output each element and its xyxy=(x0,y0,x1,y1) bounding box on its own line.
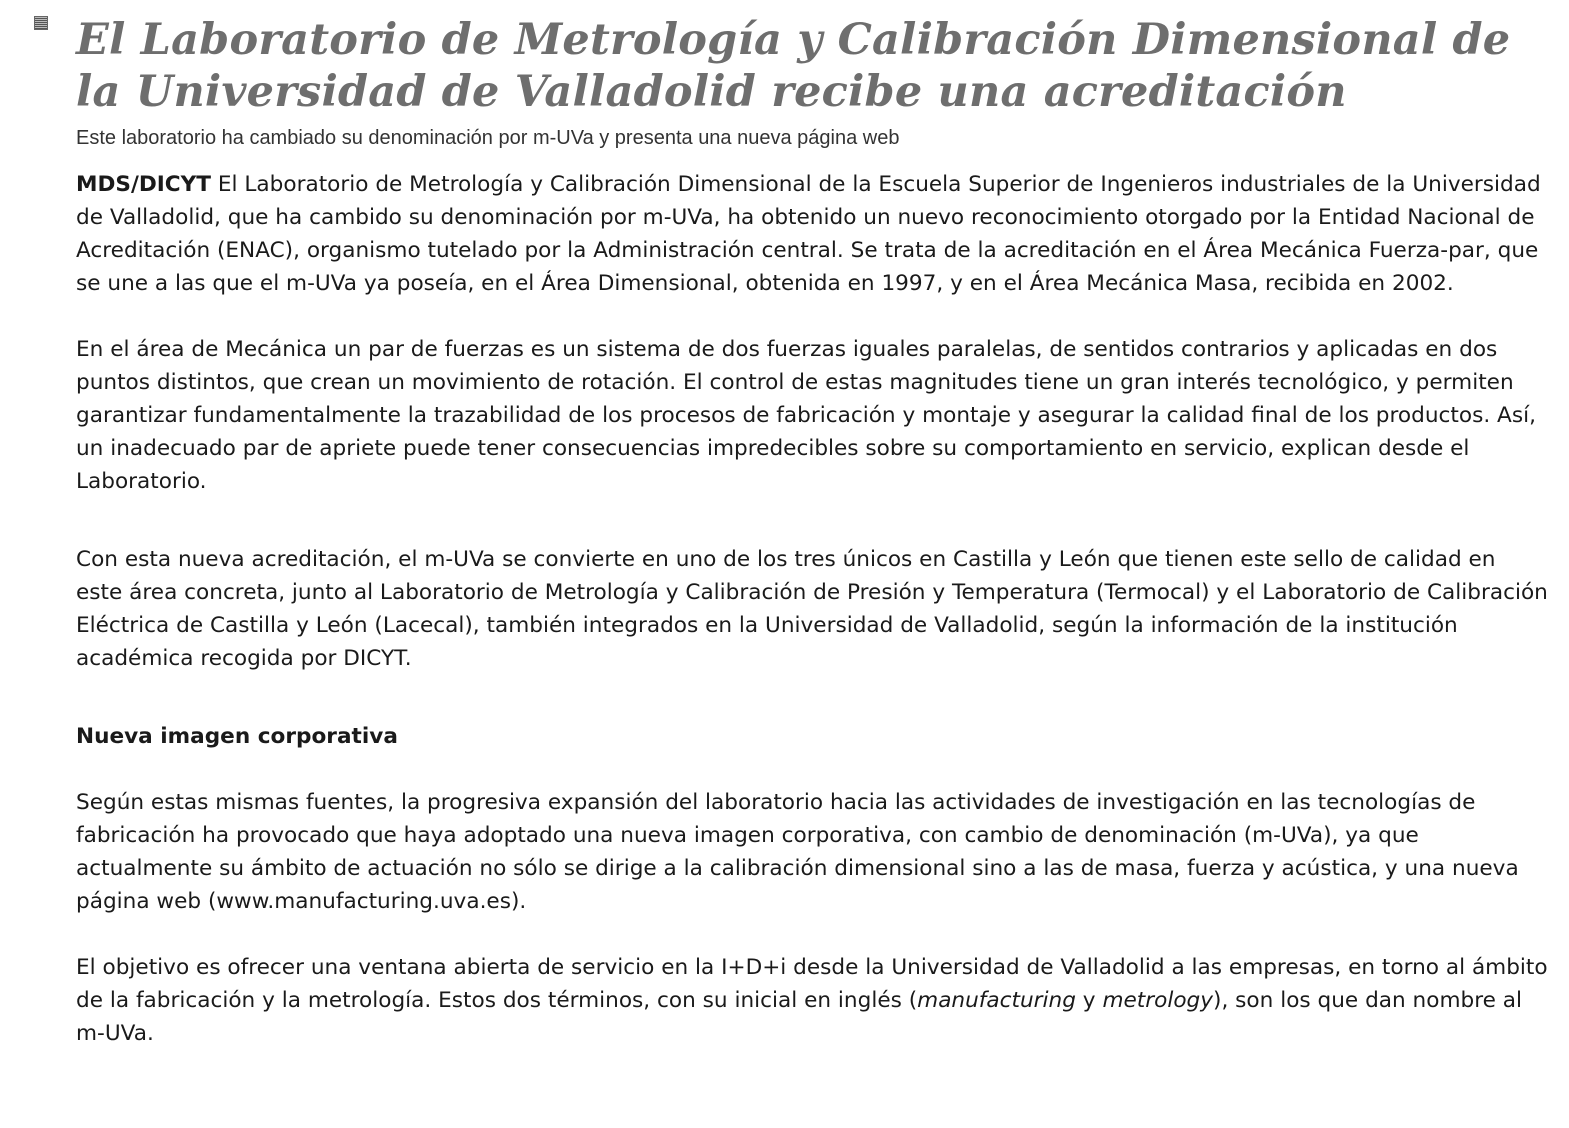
paragraph-5-text-before: El objetivo es ofrecer una ventana abierta de servicio en la I+D+i desde la Universidad de Valladolid a las empresas, en torno al ámbito de la fabricación y la metrología. Estos dos términos, con su inicial en inglés ( xyxy=(76,955,1548,1013)
paragraph-5-text-middle: y xyxy=(1075,988,1103,1013)
bullet-icon xyxy=(34,16,48,30)
paragraph-2: En el área de Mecánica un par de fuerzas es un sistema de dos fuerzas iguales paralelas, de sentidos contrarios y aplicadas en dos puntos distintos, que crean un movimiento de rotación. El control de estas magnitudes tiene un gran interés tecnológico, y permiten garantizar fundamentalmente la trazabilidad de los procesos de fabricación y montaje y asegurar la calidad final de los productos. Así, un inadecuado par de apriete puede tener consecuencias impredecibles sobre su comportamiento en servicio, explican desde el Laboratorio. xyxy=(76,337,1536,494)
byline: MDS/DICYT xyxy=(76,172,212,197)
paragraph-4: Según estas mismas fuentes, la progresiva expansión del laboratorio hacia las actividades de investigación en las tecnologías de fabricación ha provocado que haya adoptado una nueva imagen corporativa, con cambio de denominación (m-UVa), ya que actualmente su ámbito de actuación no sólo se dirige a la calibración dimensional sino a las de masa, fuerza y acústica, y una nueva página web (www.manufacturing.uva.es). xyxy=(76,790,1519,914)
paragraph-5-text-after: ), son los que dan nombre al m-UVa. xyxy=(76,988,1522,1046)
term-manufacturing: manufacturing xyxy=(917,988,1076,1013)
paragraph-1-text: El Laboratorio de Metrología y Calibración Dimensional de la Escuela Superior de Ingenieros industriales de la Universidad de Valladolid, que ha cambido su denominación por m-UVa, ha obtenido un nuevo reconocimiento otorgado por la Entidad Nacional de Acreditación (ENAC), organismo tutelado por la Administración central. Se trata de la acreditación en el Área Mecánica Fuerza-par, que se une a las que el m-UVa ya poseía, en el Área Dimensional, obtenida en 1997, y en el Área Mecánica Masa, recibida en 2002. xyxy=(76,172,1541,296)
term-metrology: metrology xyxy=(1102,988,1214,1013)
paragraph-3: Con esta nueva acreditación, el m-UVa se convierte en uno de los tres únicos en Castilla y León que tienen este sello de calidad en este área concreta, junto al Laboratorio de Metrología y Calibración de Presión y Temperatura (Termocal) y el Laboratorio de Calibración Eléctrica de Castilla y León (Lacecal), también integrados en la Universidad de Valladolid, según la información de la institución académica recogida por DICYT. xyxy=(76,547,1548,671)
article-headline: El Laboratorio de Metrología y Calibración Dimensional de la Universidad de Valladolid recibe una acreditación xyxy=(76,15,1511,117)
section-heading: Nueva imagen corporativa xyxy=(76,724,398,749)
article-body xyxy=(76,168,1548,1050)
paragraph-5 xyxy=(76,951,1548,1050)
paragraph-1 xyxy=(76,168,1548,300)
article-subtitle: Este laboratorio ha cambiado su denominación por m-UVa y presenta una nueva página web xyxy=(76,127,900,149)
